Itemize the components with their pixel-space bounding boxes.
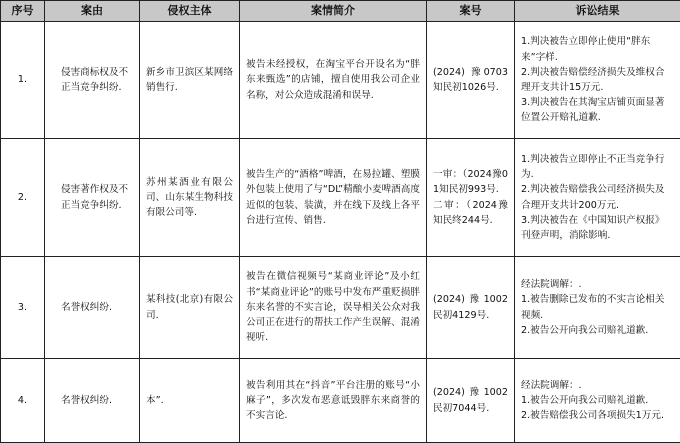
result-line: 1.判决被告立即停止不正当竞争行为. — [521, 152, 674, 182]
result-line: 2.被告公开向我公司赔礼道歉. — [521, 323, 674, 338]
result-line: 2.判决被告赔偿我公司经济损失及合理开支共计200万元. — [521, 182, 674, 212]
row-seq: 4. — [1, 359, 45, 443]
row-result — [515, 139, 680, 257]
table-row — [1, 139, 680, 257]
result-line: 1.判决被告立即停止使用“胖东来”字样. — [521, 34, 674, 64]
row-result — [515, 257, 680, 359]
header-summary: 案情简介 — [240, 1, 427, 22]
row-result — [515, 22, 680, 139]
header-seq: 序号 — [1, 1, 45, 22]
row-cause: 侵害著作权及不正当竞争纠纷. — [45, 139, 140, 257]
row-seq: 2. — [1, 139, 45, 257]
case-no-line: 二审：（2024豫知民终244号. — [433, 198, 508, 228]
header-case-no: 案号 — [427, 1, 515, 22]
header-row — [1, 1, 680, 22]
table-row — [1, 359, 680, 443]
row-case-no — [427, 139, 515, 257]
row-summary: 被告利用其在“抖音”平台注册的账号“小麻子”，多次发布恶意诋毁胖东来商誉的不实言论. — [240, 359, 427, 443]
row-summary: 被告生产的“酒格”啤酒，在易拉罐、塑膜外包装上使用了与“DL”精酿小麦啤酒高度近似的包装、装潢，并在线下及线上各平台进行宣传、销售. — [240, 139, 427, 257]
result-line: 1.被告公开向我公司赔礼道歉. — [521, 393, 674, 408]
header-party: 侵权主体 — [140, 1, 240, 22]
row-party: 本”. — [140, 359, 240, 443]
result-line: 经法院调解：. — [521, 378, 674, 393]
result-line: 1.被告删除已发布的不实言论相关视频. — [521, 292, 674, 322]
row-seq: 1. — [1, 22, 45, 139]
row-cause: 侵害商标权及不正当竞争纠纷. — [45, 22, 140, 139]
row-party: 某科技(北京)有限公司. — [140, 257, 240, 359]
row-seq: 3. — [1, 257, 45, 359]
row-case-no: (2024)豫1002民初4129号. — [427, 257, 515, 359]
row-cause: 名誉权纠纷. — [45, 359, 140, 443]
result-line: 2.被告赔偿我公司各项损失1万元. — [521, 408, 674, 423]
row-case-no: (2024) 豫0703知民初1026号. — [427, 22, 515, 139]
header-result: 诉讼结果 — [515, 1, 680, 22]
result-line: 经法院调解：. — [521, 277, 674, 292]
result-line: 3.判决被告在《中国知识产权报》刊登声明，消除影响. — [521, 213, 674, 243]
case-no-line: 一审：（2024豫01知民初993号. — [433, 167, 508, 197]
row-party: 苏州某酒业有限公司、山东某生物科技有限公司等. — [140, 139, 240, 257]
table-row — [1, 22, 680, 139]
result-line: 3.判决被告在其淘宝店铺页面显著位置公开赔礼道歉. — [521, 95, 674, 125]
row-cause: 名誉权纠纷. — [45, 257, 140, 359]
row-party: 新乡市卫滨区某网络销售行. — [140, 22, 240, 139]
header-cause: 案由 — [45, 1, 140, 22]
result-line: 2.判决被告赔偿经济损失及维权合理开支共计15万元. — [521, 65, 674, 95]
table-row — [1, 257, 680, 359]
row-summary: 被告未经授权，在淘宝平台开设名为“胖东来甄选”的店铺，擅自使用我公司企业名称，对公众造成混淆和误导. — [240, 22, 427, 139]
row-result — [515, 359, 680, 443]
row-summary: 被告在微信视频号“某商业评论”及小红书“某商业评论”的账号中发布严重贬损胖东来名誉的不实言论，误导相关公众对我公司正在进行的帮扶工作产生误解、混淆视听. — [240, 257, 427, 359]
row-case-no: (2024)豫1002民初7044号. — [427, 359, 515, 443]
